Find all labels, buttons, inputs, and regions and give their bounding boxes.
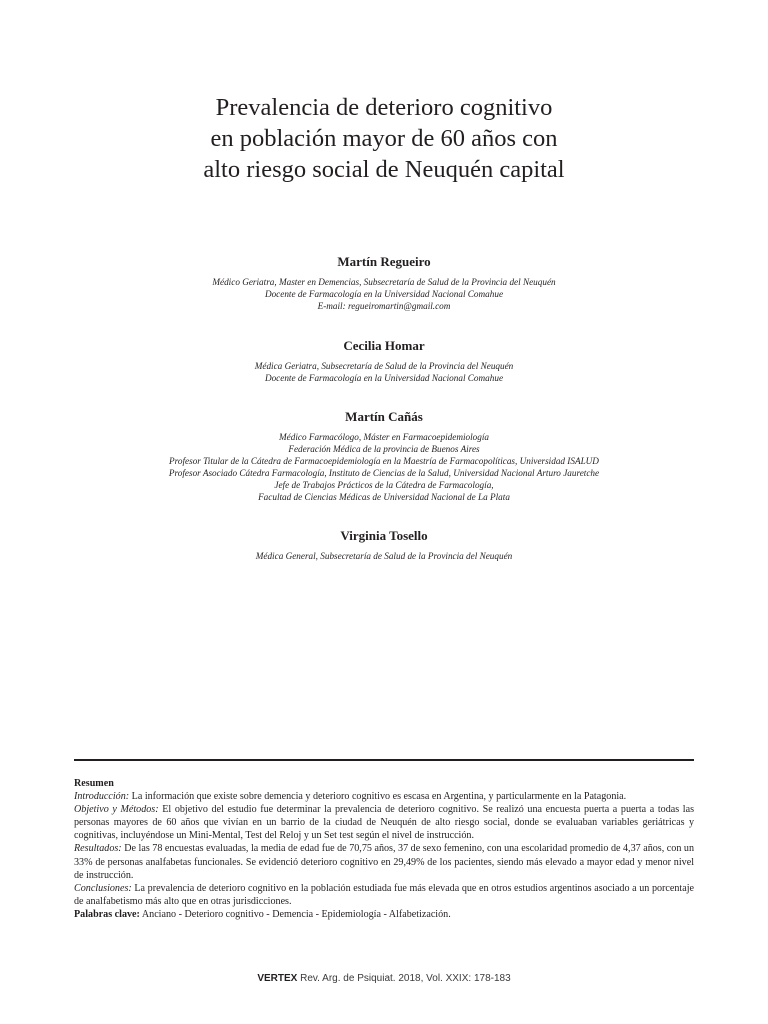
affiliation-line: Docente de Farmacología en la Universidad Nacional Comahue	[264, 373, 504, 384]
abstract	[74, 777, 694, 921]
citation: Rev. Arg. de Psiquiat. 2018, Vol. XXIX: 178-183	[297, 973, 511, 984]
affiliation-line: Profesor Asociado Cátedra Farmacología, Instituto de Ciencias de la Salud, Universidad Nacional Arturo Jauretche	[168, 468, 600, 479]
author-name: Virginia Tosello	[340, 528, 428, 543]
affiliation-line: Federación Médica de la provincia de Buenos Aires	[288, 444, 480, 455]
title-line: en población mayor de 60 años con	[210, 125, 558, 152]
keywords-text: Anciano - Deterioro cognitivo - Demencia - Epidemiología - Alfabetización.	[139, 908, 451, 920]
keywords	[74, 908, 694, 921]
page-footer	[0, 973, 768, 984]
affiliation-line: Médica General, Subsecretaría de Salud de la Provincia del Neuquén	[255, 551, 513, 561]
section-label: Resultados:	[74, 843, 122, 855]
keywords-label: Palabras clave:	[74, 908, 140, 920]
affiliation-line: Médico Farmacólogo, Máster en Farmacoepidemiología	[279, 432, 489, 442]
section-label: Introducción:	[74, 791, 130, 803]
author-affiliation	[0, 550, 768, 562]
paper-title	[0, 92, 768, 185]
section-divider	[74, 759, 694, 761]
author-name: Martín Cañás	[345, 409, 423, 424]
abstract-heading: Resumen	[74, 778, 114, 789]
affiliation-line: Docente de Farmacología en la Universidad Nacional Comahue	[264, 289, 504, 300]
affiliation-line: Médico Geriatra, Master en Demencias, Subsecretaría de Salud de la Provincia del Neuquén	[212, 277, 556, 287]
author-block	[0, 338, 768, 384]
affiliation-line: E-mail: regueiromartin@gmail.com	[317, 301, 451, 312]
author-block	[0, 528, 768, 562]
abstract-resultados	[74, 842, 694, 881]
journal-name: VERTEX	[257, 973, 298, 984]
section-text: El objetivo del estudio fue determinar la prevalencia de deterioro cognitivo. Se realizó una encuesta puerta a puerta a todas las personas mayores de 60 años que vivían en un barrio de la ciudad de Neuquén de alto riesgo social, donde se evaluaban variables geriátricas y cognitivas, incluyéndose un Mini-Mental, Test del Reloj y un Set test según el nivel de instrucción.	[74, 804, 694, 842]
affiliation-line: Jefe de Trabajos Prácticos de la Cátedra de Farmacología,	[274, 480, 494, 491]
title-line: alto riesgo social de Neuquén capital	[203, 156, 565, 183]
author-block	[0, 409, 768, 504]
abstract-introduccion	[74, 790, 694, 803]
author-affiliation	[0, 276, 768, 312]
author-affiliation	[0, 360, 768, 384]
abstract-conclusiones	[74, 882, 694, 908]
title-line: Prevalencia de deterioro cognitivo	[215, 94, 553, 121]
author-affiliation	[0, 431, 768, 504]
section-label: Conclusiones:	[74, 882, 132, 894]
abstract-objetivo	[74, 803, 694, 842]
affiliation-line: Facultad de Ciencias Médicas de Universidad Nacional de La Plata	[258, 492, 510, 503]
section-text: La prevalencia de deterioro cognitivo en la población estudiada fue más elevada que en otros estudios argentinos asociado a un porcentaje de analfabetismo más alto que en otras jurisdicciones.	[74, 882, 694, 907]
author-name: Martín Regueiro	[337, 254, 431, 269]
affiliation-line: Médica Geriatra, Subsecretaría de Salud de la Provincia del Neuquén	[254, 361, 514, 371]
section-label: Objetivo y Métodos:	[74, 804, 159, 816]
author-name: Cecilia Homar	[343, 338, 425, 353]
author-block	[0, 254, 768, 312]
section-text: De las 78 encuestas evaluadas, la media de edad fue de 70,75 años, 37 de sexo femenino, con una escolaridad promedio de 4,37 años, con un 33% de personas analfabetas funcionales. Se evidenció deterioro cognitivo en 29,49% de los pacientes, siendo más elevado a mayor edad y menor nivel de instrucción.	[74, 843, 694, 881]
section-text: La información que existe sobre demencia y deterioro cognitivo es escasa en Argentina, y particularmente en la Patagonia.	[129, 791, 627, 803]
affiliation-line: Profesor Titular de la Cátedra de Farmacoepidemiología en la Maestría de Farmacopolíticas, Universidad ISALUD	[169, 456, 599, 467]
